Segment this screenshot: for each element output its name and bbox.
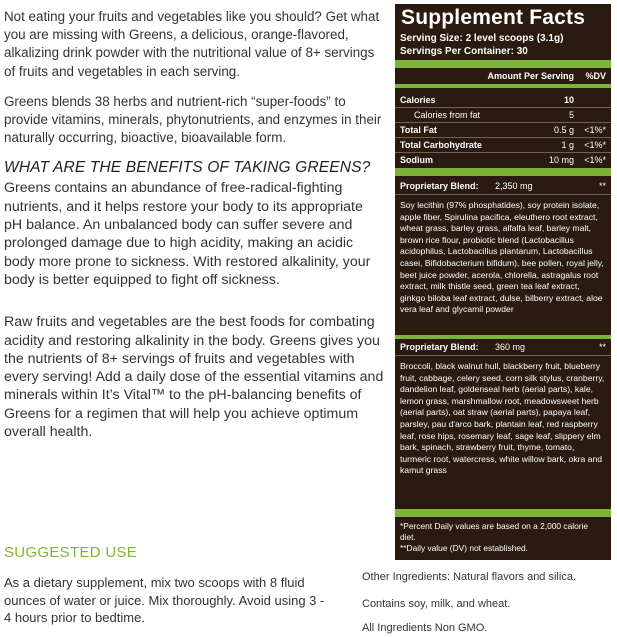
divider [395,355,611,356]
non-gmo-statement: All Ingredients Non GMO. [362,622,488,634]
suggested-use-heading: SUGGESTED USE [4,544,138,561]
col-amount-header: Amount Per Serving [487,71,574,81]
section-rule [395,168,611,176]
divider [395,194,611,195]
blend-2-ingredients: Broccoli, black walnut hull, blackberry fruit, blueberry fruit, cabbage, celery seed, corn silk stylus, cranberry, dandelion leaf, goldenseal herb (aerial parts), kale, lemon grass, marshmallow root, meadowsweet herb (aerial parts), oat straw (aerial parts), papaya leaf, parsley, pau d'arco bark, plantain leaf, red raspberry leaf, rose hips, rosemary leaf, sage leaf, slippery elm bark, spinach, strawberry fruit, thyme, tomato, turmeric root, watercress, white willow bark, okra and kamut grass [400,361,605,476]
nutrient-row: Calories 10 [400,95,574,105]
supplement-facts-title: Supplement Facts [401,6,586,29]
serving-size: Serving Size: 2 level scoops (3.1g) [400,33,564,44]
other-ingredients: Other Ingredients: Natural flavors and silica. [362,571,576,583]
benefits-paragraph-2: Raw fruits and vegetables are the best foods for combating acidity and restoring alkalinity in the body. Greens gives you the nutrients of 8+ servings of fruits and vegetables with every serving! Add a daily dose of the essential vitamins and minerals within It’s Vital™ to the pH-balancing benefits of Greens for a regimen that will help you achieve optimum overall health. [4,314,384,440]
section-rule [395,509,611,517]
nutrient-row: Sodium 10 mg <1%* [400,155,606,165]
suggested-use-text: As a dietary supplement, mix two scoops with 8 fluid ounces of water or juice. Mix thoroughly. Avoid using 3 - 4 hours prior to bedtime. [4,575,325,625]
blend-1-ingredients: Soy lecithin (97% phosphatides), soy protein isolate, apple fiber, Spirulina pacifica, eleuthero root extract, wheat grass, barley grass, alfalfa leaf, barley malt, brown rice flour, probiotic blend (Lactobacillus acidophilus, Lactobacillus plantarum, Lactobacillus casei, Bifidobacterium bifidum), bee pollen, royal jelly, beet juice powder, acerola, chlorella, astragalus root extract, milk thistle seed, green tea leaf extract, ginkgo biloba leaf extract, dulse, bilberry extract, aloe vera leaf and glycamil powder [400,200,604,315]
allergen-statement: Contains soy, milk, and wheat. [362,598,511,610]
column-headers [400,71,606,81]
column-rule [395,84,611,88]
divider [395,137,611,138]
nutrient-row: Total Fat 0.5 g <1%* [400,125,606,135]
section-rule [395,335,611,339]
footnote-daily-values: *Percent Daily values are based on a 2,000 calorie diet. [400,521,589,542]
proprietary-blend-2: Proprietary Blend: 360 mg ** [400,342,606,352]
benefits-heading: WHAT ARE THE BENEFITS OF TAKING GREENS? [4,159,371,177]
divider [395,122,611,123]
footnote-dv-not-established: **Daily value (DV) not established. [400,543,529,553]
divider [395,152,611,153]
intro-paragraph-1: Not eating your fruits and vegetables like you should? Get what you are missing with Greens, a delicious, orange-flavored, alkalizing drink powder with the nutritional value of 8+ servings of fruits and vegetables in each serving. [4,9,380,79]
proprietary-blend-1: Proprietary Blend: 2,350 mg ** [400,181,606,191]
nutrient-row: Calories from fat 5 [414,110,574,120]
benefits-paragraph-1: Greens contains an abundance of free-radical-fighting nutrients, and it helps restore your body to its appropriate pH balance. An unbalanced body can suffer severe and prolonged damage due to high acidity, making an acidic body more prone to sickness. With restored alkalinity, your body is better equipped to fight off sickness. [4,180,371,288]
col-dv-header: %DV [585,71,606,81]
supplement-facts-panel [395,4,611,560]
product-description [4,8,384,441]
header-rule [395,60,611,68]
intro-paragraph-2: Greens blends 38 herbs and nutrient-rich “super-foods” to provide vitamins, minerals, phytonutrients, and enzymes in their naturally occurring, bioactive, bioavailable form. [4,93,382,146]
nutrient-row: Total Carbohydrate 1 g <1%* [400,140,606,150]
servings-per-container: Servings Per Container: 30 [400,46,528,57]
divider [395,107,611,108]
